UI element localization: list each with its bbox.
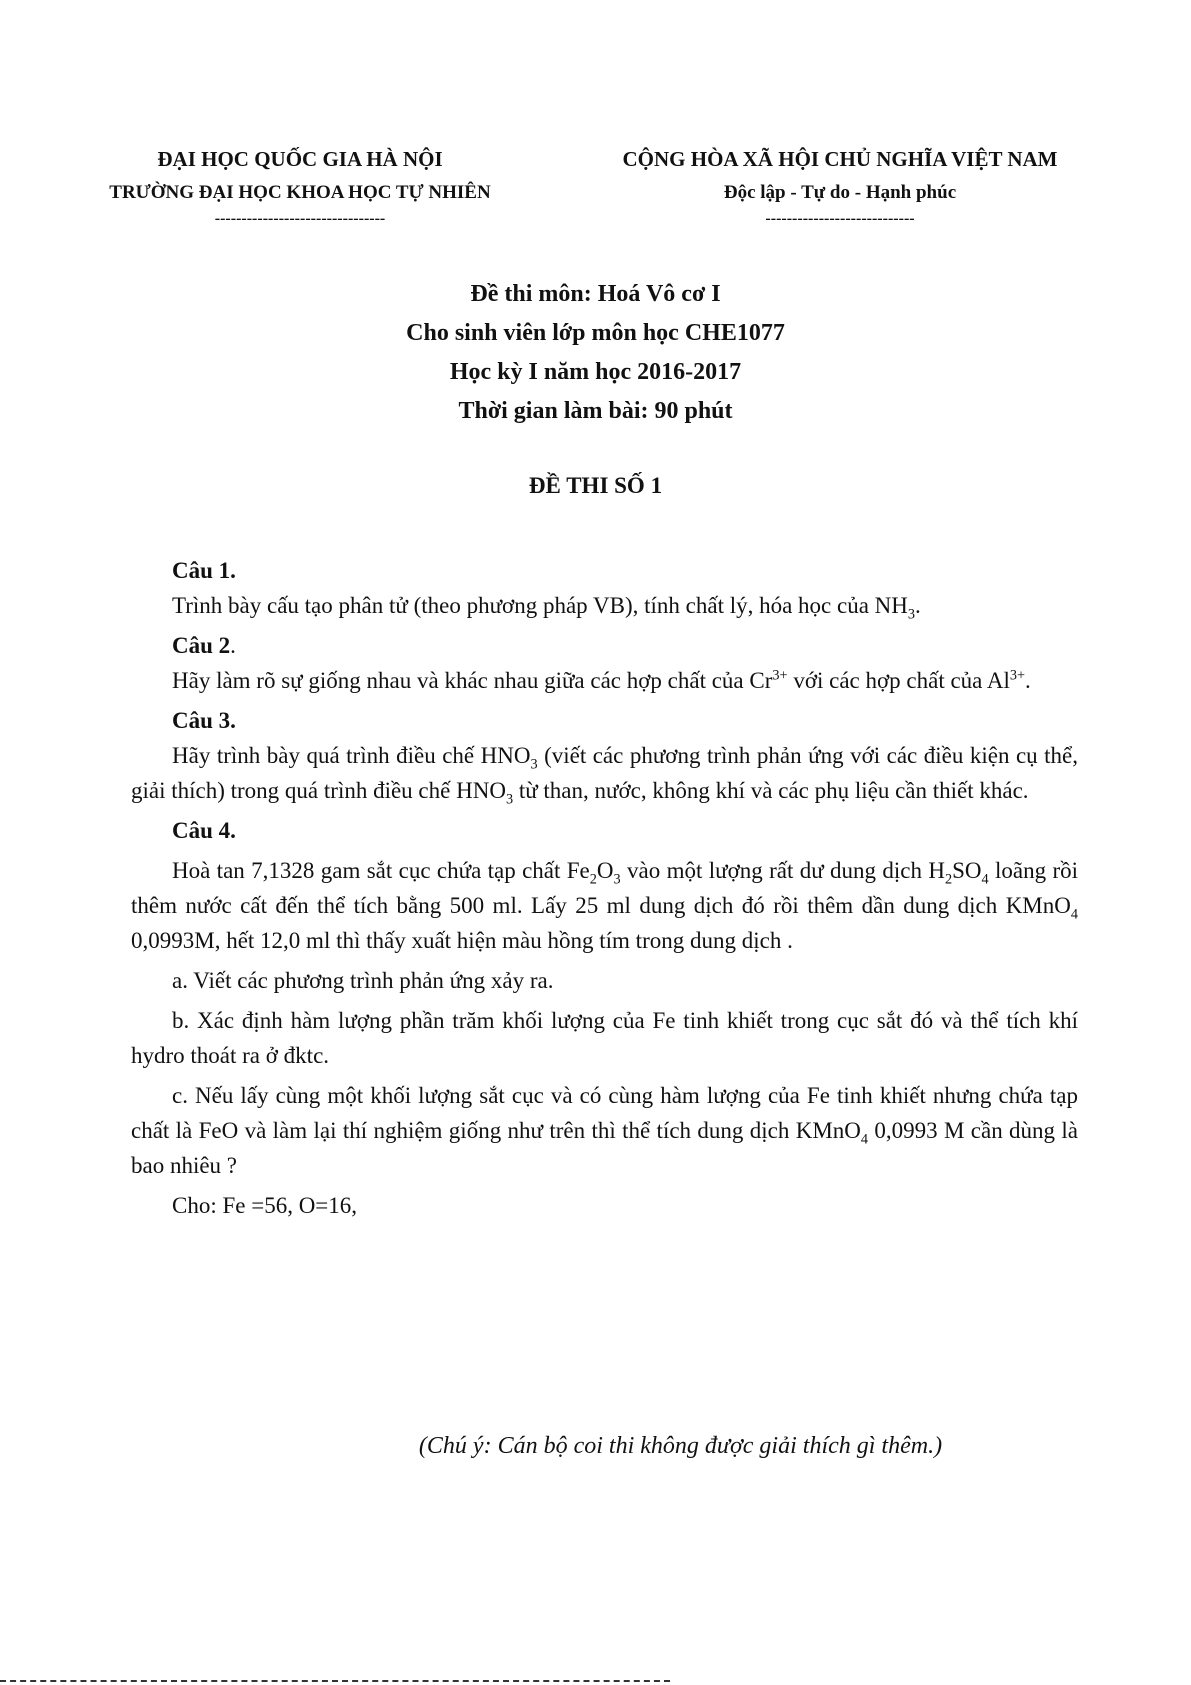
question-1-label: Câu 1. — [172, 558, 236, 583]
exam-number: ĐỀ THI SỐ 1 — [528, 473, 663, 498]
question-3-text: Hãy trình bày quá trình điều chế $HNO_3$ (viết các phương trình phản ứng với các điều kiện cụ thể, giải thích) trong quá trình điều chế $HNO_3$ từ than, nước, không khí và các phụ liệu cần thiết khác. — [131, 743, 1078, 808]
question-3-label: Câu 3. — [172, 708, 236, 733]
given-atomic-masses: Cho: Fe =56, O=16, — [172, 1193, 358, 1218]
header-right — [600, 147, 1080, 229]
question-4a: a. Viết các phương trình phản ứng xảy ra. — [172, 968, 554, 993]
exam-body — [131, 548, 1078, 1223]
exam-title-block — [0, 275, 1191, 431]
exam-semester: Học kỳ I năm học 2016-2017 — [449, 359, 742, 385]
exam-subject: Đề thi môn: Hoá Vô cơ I — [470, 281, 721, 307]
proctor-note: (Chú ý: Cán bộ coi thi không được giải thích gì thêm.) — [418, 1433, 943, 1459]
exam-duration: Thời gian làm bài: 90 phút — [458, 398, 733, 424]
right-divider: ---------------------------- — [765, 210, 915, 227]
question-1-text: Trình bày cấu tạo phân tử (theo phương pháp VB), tính chất lý, hóa học của $NH_3$. — [172, 593, 921, 623]
header-left — [90, 147, 510, 229]
footer-divider — [0, 1680, 670, 1682]
question-2-text: Hãy làm rõ sự giống nhau và khác nhau giữa các hợp chất của $Cr^{3+}$ với các hợp chất của $Al^{3+}$. — [172, 667, 1031, 693]
left-divider: -------------------------------- — [214, 210, 386, 227]
question-4-label: Câu 4. — [172, 818, 236, 843]
country-name: CỘNG HÒA XÃ HỘI CHỦ NGHĨA VIỆT NAM — [622, 147, 1058, 171]
motto: Độc lập - Tự do - Hạnh phúc — [723, 182, 957, 203]
question-4b: b. Xác định hàm lượng phần trăm khối lượng của Fe tinh khiết trong cục sắt đó và thể tích khí hydro thoát ra ở đktc. — [131, 1008, 1078, 1068]
question-4c: c. Nếu lấy cùng một khối lượng sắt cục và có cùng hàm lượng của Fe tinh khiết nhưng chứa tạp chất là FeO và làm lại thí nghiệm giống như trên thì thể tích dung dịch KMnO$_4$ 0,0993 M cần dùng là bao nhiêu ? — [131, 1083, 1078, 1178]
university-name: ĐẠI HỌC QUỐC GIA HÀ NỘI — [157, 147, 443, 171]
faculty-name: TRƯỜNG ĐẠI HỌC KHOA HỌC TỰ NHIÊN — [109, 182, 491, 203]
exam-class: Cho sinh viên lớp môn học CHE1077 — [406, 320, 785, 346]
question-2-label: Câu 2. — [172, 633, 236, 658]
question-4-text: Hoà tan 7,1328 gam sắt cục chứa tạp chất $Fe_2O_3$ vào một lượng rất dư dung dịch $H_2SO_4$ loãng rồi thêm nước cất đến thể tích bằng 500 ml. Lấy 25 ml dung dịch đó rồi thêm dần dung dịch KMnO$_4$ 0,0993M, hết 12,0 ml thì thấy xuất hiện màu hồng tím trong dung dịch . — [131, 858, 1078, 953]
